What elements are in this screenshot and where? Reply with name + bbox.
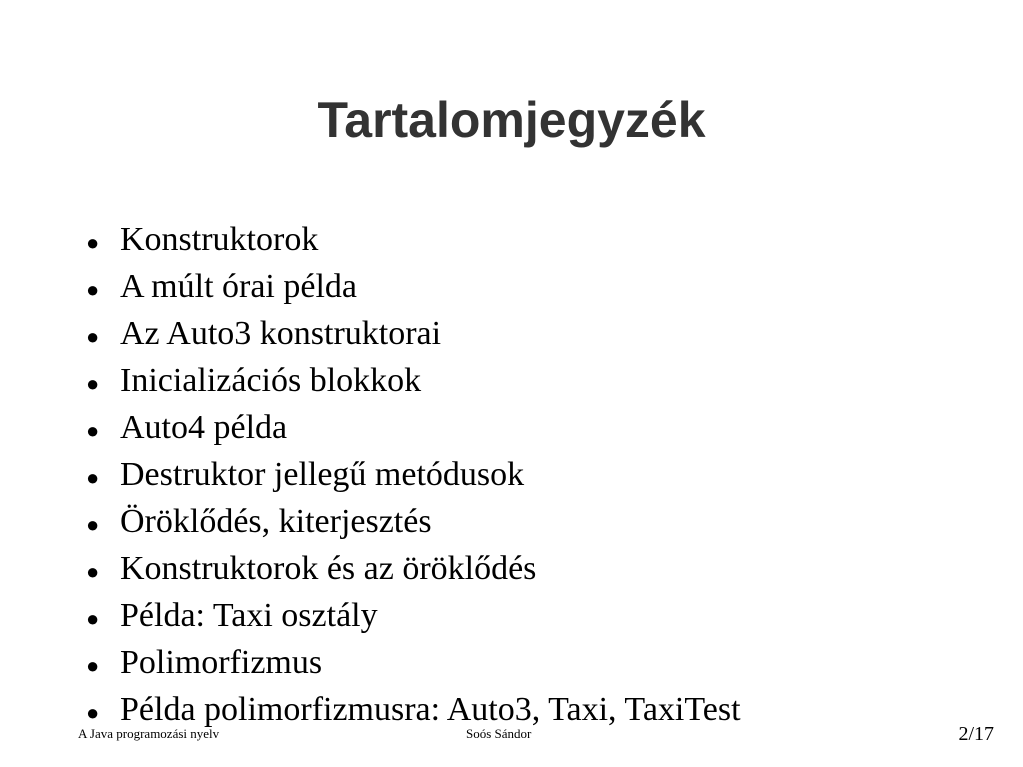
- list-item-label: Auto4 példa: [120, 409, 288, 446]
- table-of-contents: [86, 216, 741, 733]
- bullet-icon: ●: [86, 465, 100, 490]
- list-item-label: Öröklődés, kiterjesztés: [120, 503, 432, 540]
- list-item-label: Példa polimorfizmusra: Auto3, Taxi, TaxiTest: [120, 691, 741, 728]
- list-item: [86, 357, 741, 404]
- footer-course-title: A Java programozási nyelv: [78, 726, 220, 741]
- list-item: [86, 404, 741, 451]
- list-item-label: Inicializációs blokkok: [120, 362, 422, 399]
- list-item: [86, 216, 741, 263]
- slide-title: Tartalomjegyzék: [317, 92, 706, 148]
- list-item-label: A múlt órai példa: [120, 268, 358, 305]
- bullet-icon: ●: [86, 559, 100, 584]
- bullet-icon: ●: [86, 606, 100, 631]
- bullet-icon: ●: [86, 653, 100, 678]
- list-item: [86, 310, 741, 357]
- bullet-icon: ●: [86, 230, 100, 255]
- bullet-icon: ●: [86, 700, 100, 725]
- list-item: [86, 451, 741, 498]
- footer-author: Soós Sándor: [466, 726, 532, 741]
- list-item-label: Az Auto3 konstruktorai: [120, 315, 442, 352]
- list-item: [86, 263, 741, 310]
- list-item: [86, 498, 741, 545]
- list-item-label: Destruktor jellegű metódusok: [120, 456, 525, 493]
- bullet-icon: ●: [86, 418, 100, 443]
- page-number: 2/17: [958, 723, 994, 745]
- bullet-icon: ●: [86, 512, 100, 537]
- list-item: [86, 592, 741, 639]
- list-item-label: Konstruktorok: [120, 221, 319, 258]
- list-item-label: Példa: Taxi osztály: [120, 597, 378, 634]
- list-item-label: Polimorfizmus: [120, 644, 323, 681]
- bullet-icon: ●: [86, 277, 100, 302]
- bullet-icon: ●: [86, 324, 100, 349]
- list-item: [86, 639, 741, 686]
- list-item: [86, 545, 741, 592]
- list-item-label: Konstruktorok és az öröklődés: [120, 550, 537, 587]
- bullet-icon: ●: [86, 371, 100, 396]
